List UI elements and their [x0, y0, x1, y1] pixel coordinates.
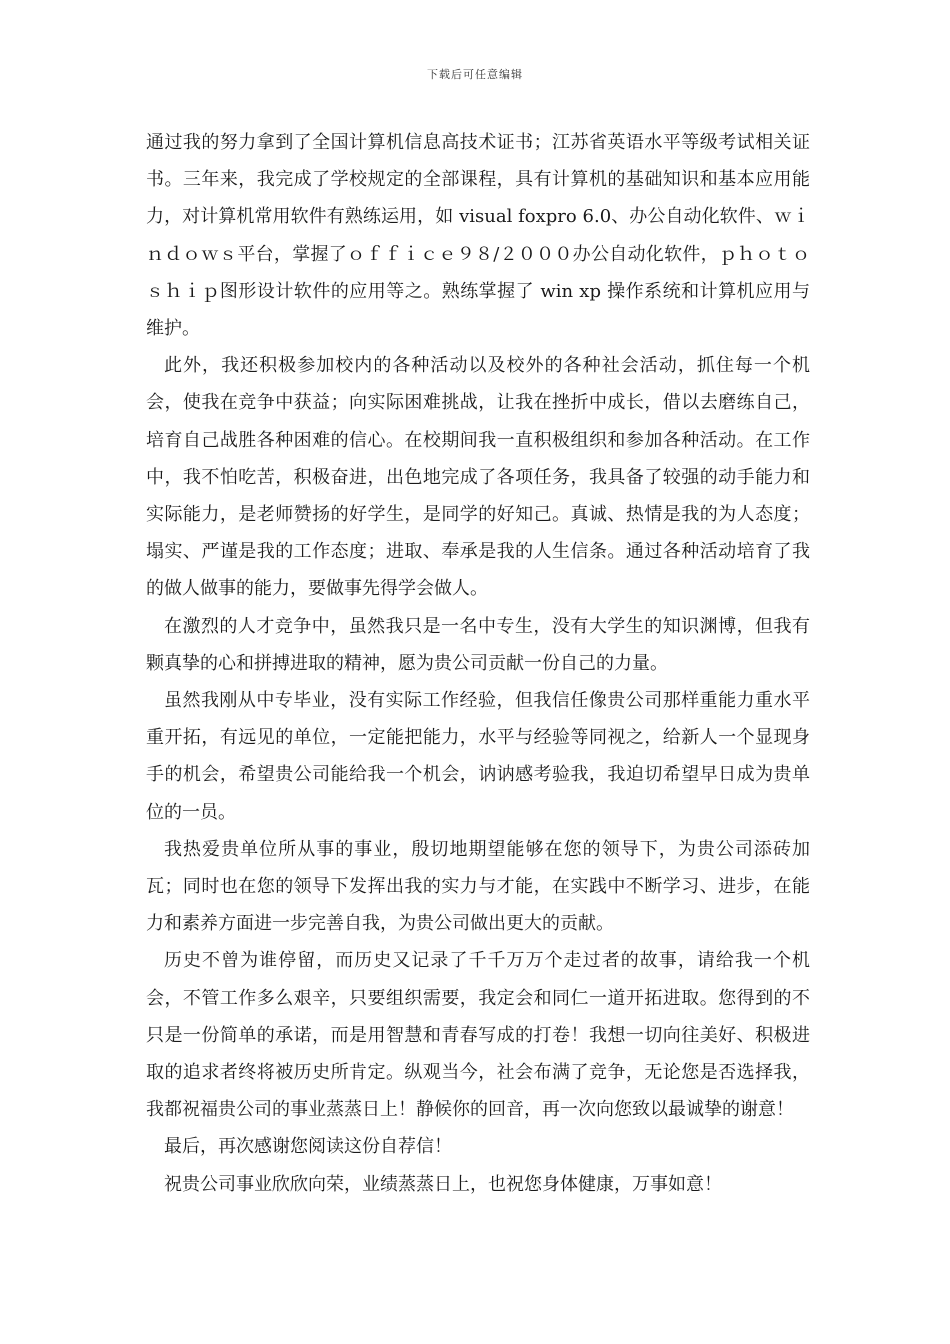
- document-body: [146, 124, 810, 1203]
- paragraph-activities: 此外，我还积极参加校内的各种活动以及校外的各种社会活动，抓住每一个机会，使我在竞争中获益；向实际困难挑战，让我在挫折中成长，借以去磨练自己，培育自己战胜各种困难的信心。在校期间我一直积极组织和参加各种活动。在工作中，我不怕吃苦，积极奋进，出色地完成了各项任务，我具备了较强的动手能力和实际能力，是老师赞扬的好学生，是同学的好知己。真诚、热情是我的为人态度；塌实、严谨是我的工作态度；进取、奉承是我的人生信条。通过各种活动培育了我的做人做事的能力，要做事先得学会做人。: [146, 355, 810, 600]
- paragraph-closing: 祝贵公司事业欣欣向荣，业绩蒸蒸日上，也祝您身体健康，万事如意！: [164, 1173, 722, 1195]
- paragraph-commitment: 我热爱贵单位所从事的事业，殷切地期望能够在您的领导下，为贵公司添砖加瓦；同时也在您的领导下发挥出我的实力与才能，在实践中不断学习、进步，在能力和素养方面进一步完善自我，为贵公司做出更大的贡献。: [146, 838, 810, 935]
- paragraph-history: 历史不曾为谁停留，而历史又记录了千千万万个走过者的故事，请给我一个机会，不管工作多么艰辛，只要组织需要，我定会和同仁一道开拓进取。您得到的不只是一份简单的承诺，而是用智慧和青春写成的打卷！我想一切向往美好、积极进取的追求者终将被历史所肯定。纵观当今，社会布满了竞争，无论您是否选择我，我都祝福贵公司的事业蒸蒸日上！静候你的回音，再一次向您致以最诚挚的谢意！: [146, 950, 810, 1121]
- paragraph-skills: 通过我的努力拿到了全国计算机信息高技术证书；江苏省英语水平等级考试相关证书。三年来，我完成了学校规定的全部课程，具有计算机的基础知识和基本应用能力，对计算机常用软件有熟练运用，如 visual foxpro 6.0、办公自动化软件、ｗｉｎｄｏｗｓ平台，掌握了ｏｆｆｉｃｅ９８/２０００办公自动化软件，ｐｈｏｔｏｓｈｉｐ图形设计软件的应用等之。熟练掌握了 win xp 操作系统和计算机应用与维护。: [146, 132, 810, 340]
- page-header: 下载后可任意编辑: [427, 68, 523, 81]
- paragraph-opportunity: 虽然我刚从中专毕业，没有实际工作经验，但我信任像贵公司那样重能力重水平重开拓，有远见的单位，一定能把能力，水平与经验等同视之，给新人一个显现身手的机会，希望贵公司能给我一个机会，讷讷感考验我，我迫切希望早日成为贵单位的一员。: [146, 690, 810, 823]
- paragraph-competition: 在激烈的人才竞争中，虽然我只是一名中专生，没有大学生的知识渊博，但我有颗真挚的心和拼搏进取的精神，愿为贵公司贡献一份自己的力量。: [146, 615, 810, 674]
- paragraph-thanks: 最后，再次感谢您阅读这份自荐信！: [164, 1136, 452, 1158]
